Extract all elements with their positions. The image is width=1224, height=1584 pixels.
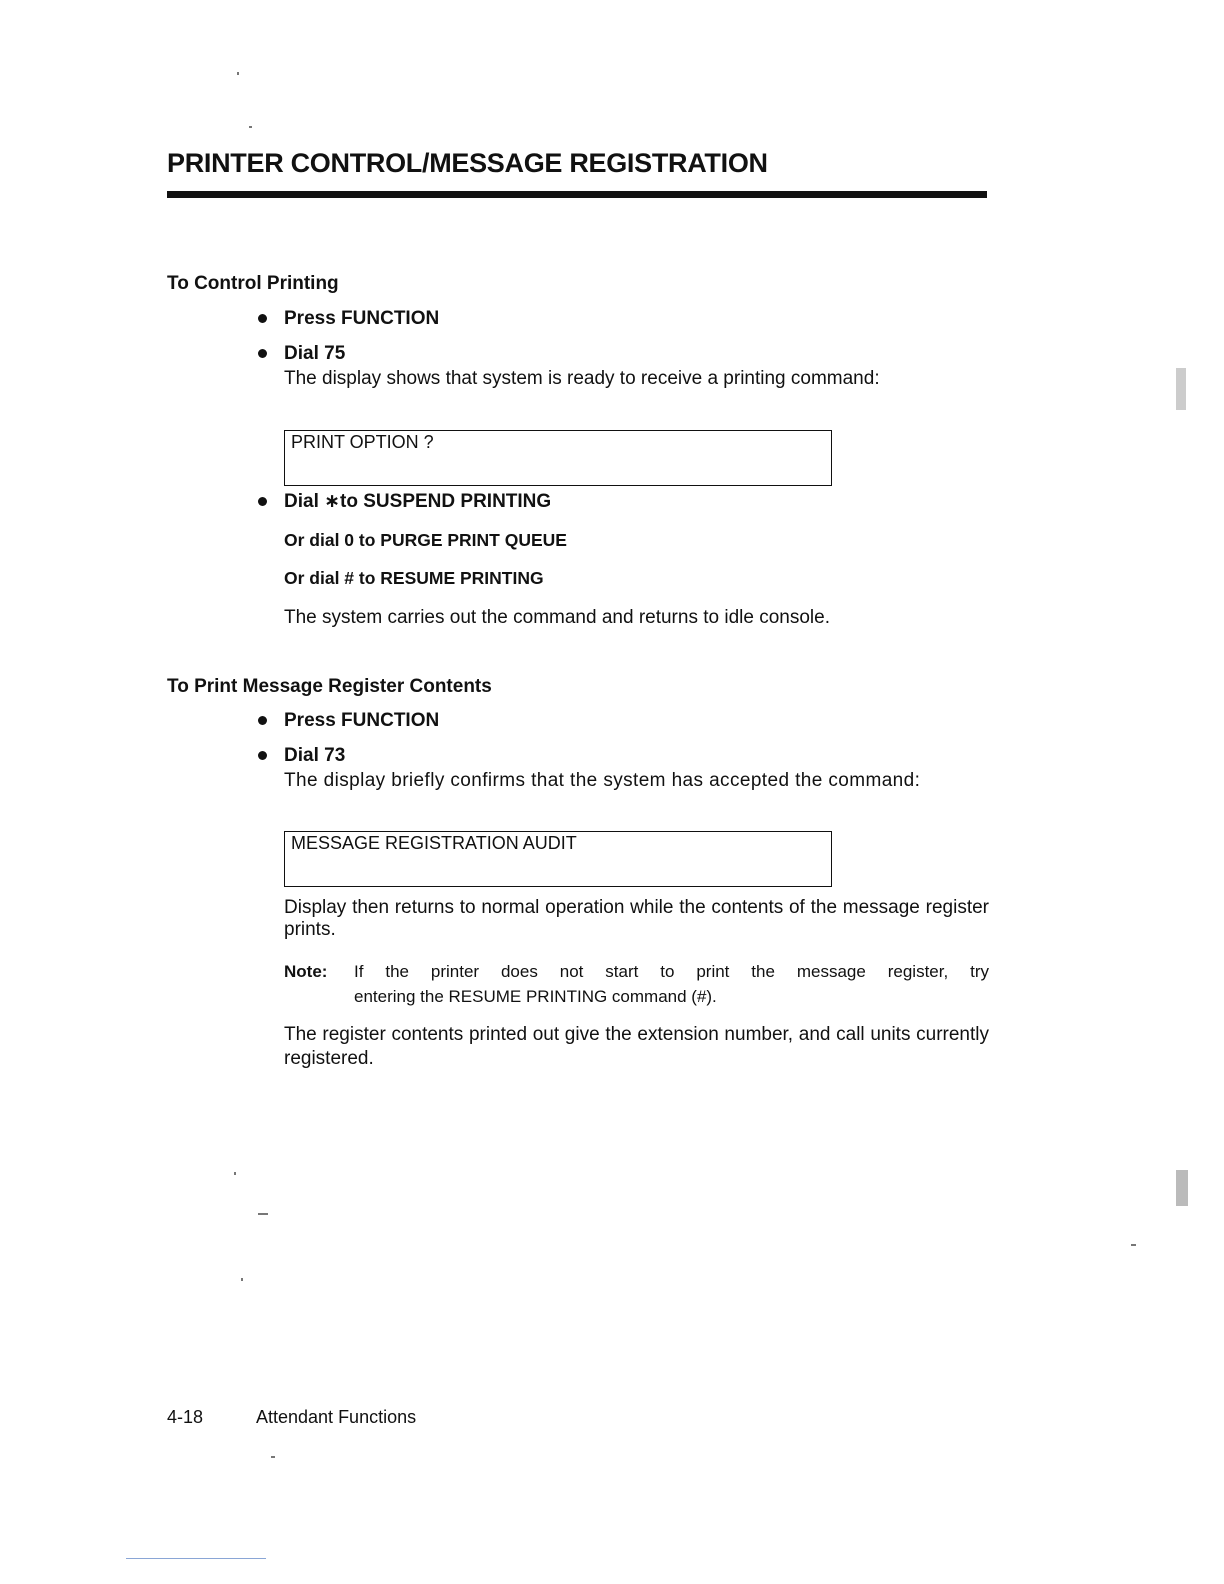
step-description: The display briefly confirms that the system has accepted the command: xyxy=(284,770,921,791)
after-display-text: Display then returns to normal operation while the contents of the message register prints. xyxy=(284,897,989,940)
display-text: MESSAGE REGISTRATION AUDIT xyxy=(291,833,577,853)
scan-speck xyxy=(1131,1244,1136,1246)
section-heading-message-register: To Print Message Register Contents xyxy=(167,676,492,697)
scan-edge-line xyxy=(126,1558,266,1559)
scan-speck xyxy=(234,1172,236,1175)
bullet-icon xyxy=(258,349,267,358)
display-box-message-registration xyxy=(284,831,832,887)
display-text: PRINT OPTION ? xyxy=(291,432,434,452)
step-dial-73: Dial 73 xyxy=(284,745,346,766)
bullet-icon xyxy=(258,751,267,760)
scan-speck xyxy=(249,126,252,128)
scan-speck xyxy=(271,1456,275,1458)
step-press-function: Press FUNCTION xyxy=(284,710,440,731)
note-line-1: If the printer does not start to print the message register, try xyxy=(354,962,989,981)
alt-resume-printing: Or dial # to RESUME PRINTING xyxy=(284,568,544,588)
page-number: 4-18 xyxy=(167,1407,204,1427)
step-dial-suspend: Dial ∗to SUSPEND PRINTING xyxy=(284,491,552,512)
scan-edge-mark xyxy=(1176,368,1186,410)
title-rule xyxy=(167,191,987,198)
step-description: The display shows that system is ready to receive a printing command: xyxy=(284,368,880,389)
bullet-icon xyxy=(258,716,267,725)
page-title: PRINTER CONTROL/MESSAGE REGISTRATION xyxy=(167,148,768,178)
scan-speck xyxy=(237,72,239,75)
scan-speck xyxy=(258,1213,268,1215)
bullet-icon xyxy=(258,314,267,323)
result-text: The system carries out the command and returns to idle console. xyxy=(284,607,830,628)
closing-text: The register contents printed out give the extension number, and call units currently registered. xyxy=(284,1024,989,1069)
step-dial-75: Dial 75 xyxy=(284,343,346,364)
step-press-function: Press FUNCTION xyxy=(284,308,440,329)
alt-purge-queue: Or dial 0 to PURGE PRINT QUEUE xyxy=(284,530,567,550)
note-line-2: entering the RESUME PRINTING command (#). xyxy=(354,987,717,1006)
bullet-icon xyxy=(258,497,267,506)
section-heading-control-printing: To Control Printing xyxy=(167,273,339,294)
scan-edge-mark xyxy=(1176,1170,1188,1206)
chapter-title: Attendant Functions xyxy=(256,1407,417,1427)
note-label: Note: xyxy=(284,962,328,981)
scan-speck xyxy=(241,1278,243,1281)
display-box-print-option xyxy=(284,430,832,486)
